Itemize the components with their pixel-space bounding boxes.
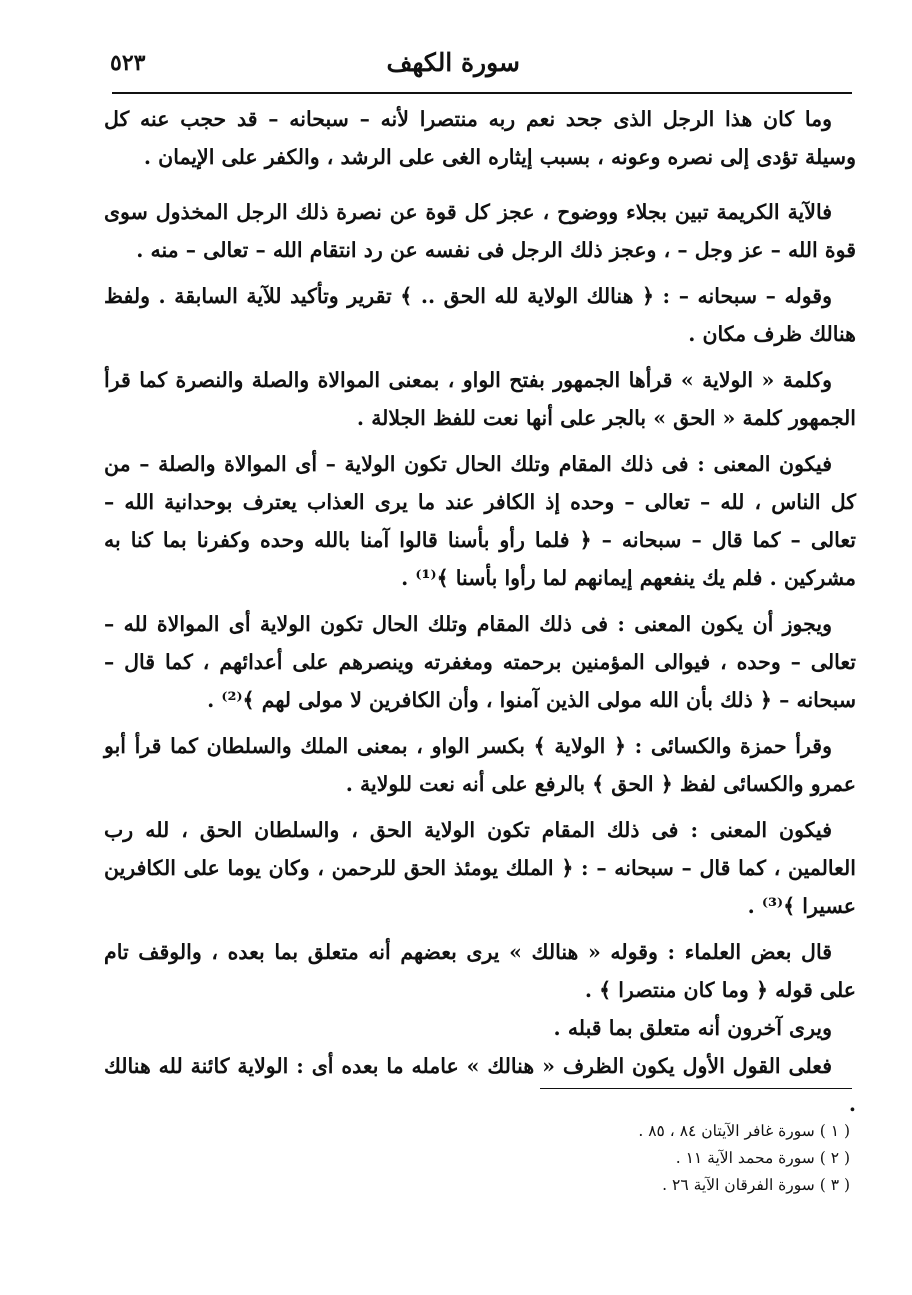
header-divider xyxy=(112,92,852,94)
main-text xyxy=(104,100,856,1123)
footnote: ( ١ ) سورة غافر الآيتان ٨٤ ، ٨٥ . xyxy=(638,1122,850,1140)
paragraph: فيكون المعنى : فى ذلك المقام تكون الولاية الحق ، والسلطان الحق ، لله رب العالمين ، كما قال – سبحانه – : ﴿ الملك يومئذ الحق للرحمن ، وكان يوما على الكافرين عسيرا ﴾⁽³⁾ . xyxy=(104,818,856,918)
footnote: ( ٢ ) سورة محمد الآية ١١ . xyxy=(675,1149,850,1167)
page-header xyxy=(110,44,850,84)
paragraph: ويرى آخرون أنه متعلق بما قبله . xyxy=(553,1016,832,1040)
paragraph: فيكون المعنى : فى ذلك المقام وتلك الحال تكون الولاية – أى الموالاة والصلة – من كل الناس ، لله – تعالى – وحده إذ الكافر عند ما يرى العذاب يعترف بوحدانية الله – تعالى – كما قال – سبحانه – ﴿ فلما رأو بأسنا قالوا آمنا بالله وحده وكفرنا بما كنا به مشركين . فلم يك ينفعهم إيمانهم لما رأوا بأسنا ﴾⁽¹⁾ . xyxy=(104,452,856,590)
page-number: ٥٢٣ xyxy=(110,50,146,76)
footnotes xyxy=(520,1118,850,1199)
paragraph: وقرأ حمزة والكسائى : ﴿ الولاية ﴾ بكسر الواو ، بمعنى الملك والسلطان كما قرأ أبو عمرو والكسائى لفظ ﴿ الحق ﴾ بالرفع على أنه نعت للولاية . xyxy=(104,734,856,796)
paragraph: ويجوز أن يكون المعنى : فى ذلك المقام وتلك الحال تكون الولاية أى الموالاة لله – تعالى – وحده ، فيوالى المؤمنين برحمته ومغفرته وينصرهم على أعدائهم ، كما قال – سبحانه – ﴿ ذلك بأن الله مولى الذين آمنوا ، وأن الكافرين لا مولى لهم ﴾⁽²⁾ . xyxy=(104,612,856,712)
paragraph: وما كان هذا الرجل الذى جحد نعم ربه منتصرا لأنه – سبحانه – قد حجب عنه كل وسيلة تؤدى إلى نصره وعونه ، بسبب إيثاره الغى على الرشد ، والكفر على الإيمان . xyxy=(104,107,856,169)
surah-title: سورة الكهف xyxy=(386,48,520,77)
paragraph: قال بعض العلماء : وقوله « هنالك » يرى بعضهم أنه متعلق بما بعده ، والوقف تام على قوله ﴿ وما كان منتصرا ﴾ . xyxy=(104,940,856,1002)
paragraph: وكلمة « الولاية » قرأها الجمهور بفتح الواو ، بمعنى الموالاة والصلة والنصرة كما قرأ الجمهور كلمة « الحق » بالجر على أنها نعت للفظ الجلالة . xyxy=(104,368,856,430)
footnote-divider xyxy=(540,1088,852,1089)
paragraph: فالآية الكريمة تبين بجلاء ووضوح ، عجز كل قوة عن نصرة ذلك الرجل المخذول سوى قوة الله – عز وجل – ، وعجز ذلك الرجل فى نفسه عن رد انتقام الله – تعالى – منه . xyxy=(104,200,856,262)
footnote: ( ٣ ) سورة الفرقان الآية ٢٦ . xyxy=(662,1176,850,1194)
paragraph: فعلى القول الأول يكون الظرف « هنالك » عامله ما بعده أى : الولاية كائنة لله هنالك . xyxy=(104,1054,856,1116)
paragraph: وقوله – سبحانه – : ﴿ هنالك الولاية لله الحق .. ﴾ تقرير وتأكيد للآية السابقة . ولفظ هنالك ظرف مكان . xyxy=(104,284,856,346)
